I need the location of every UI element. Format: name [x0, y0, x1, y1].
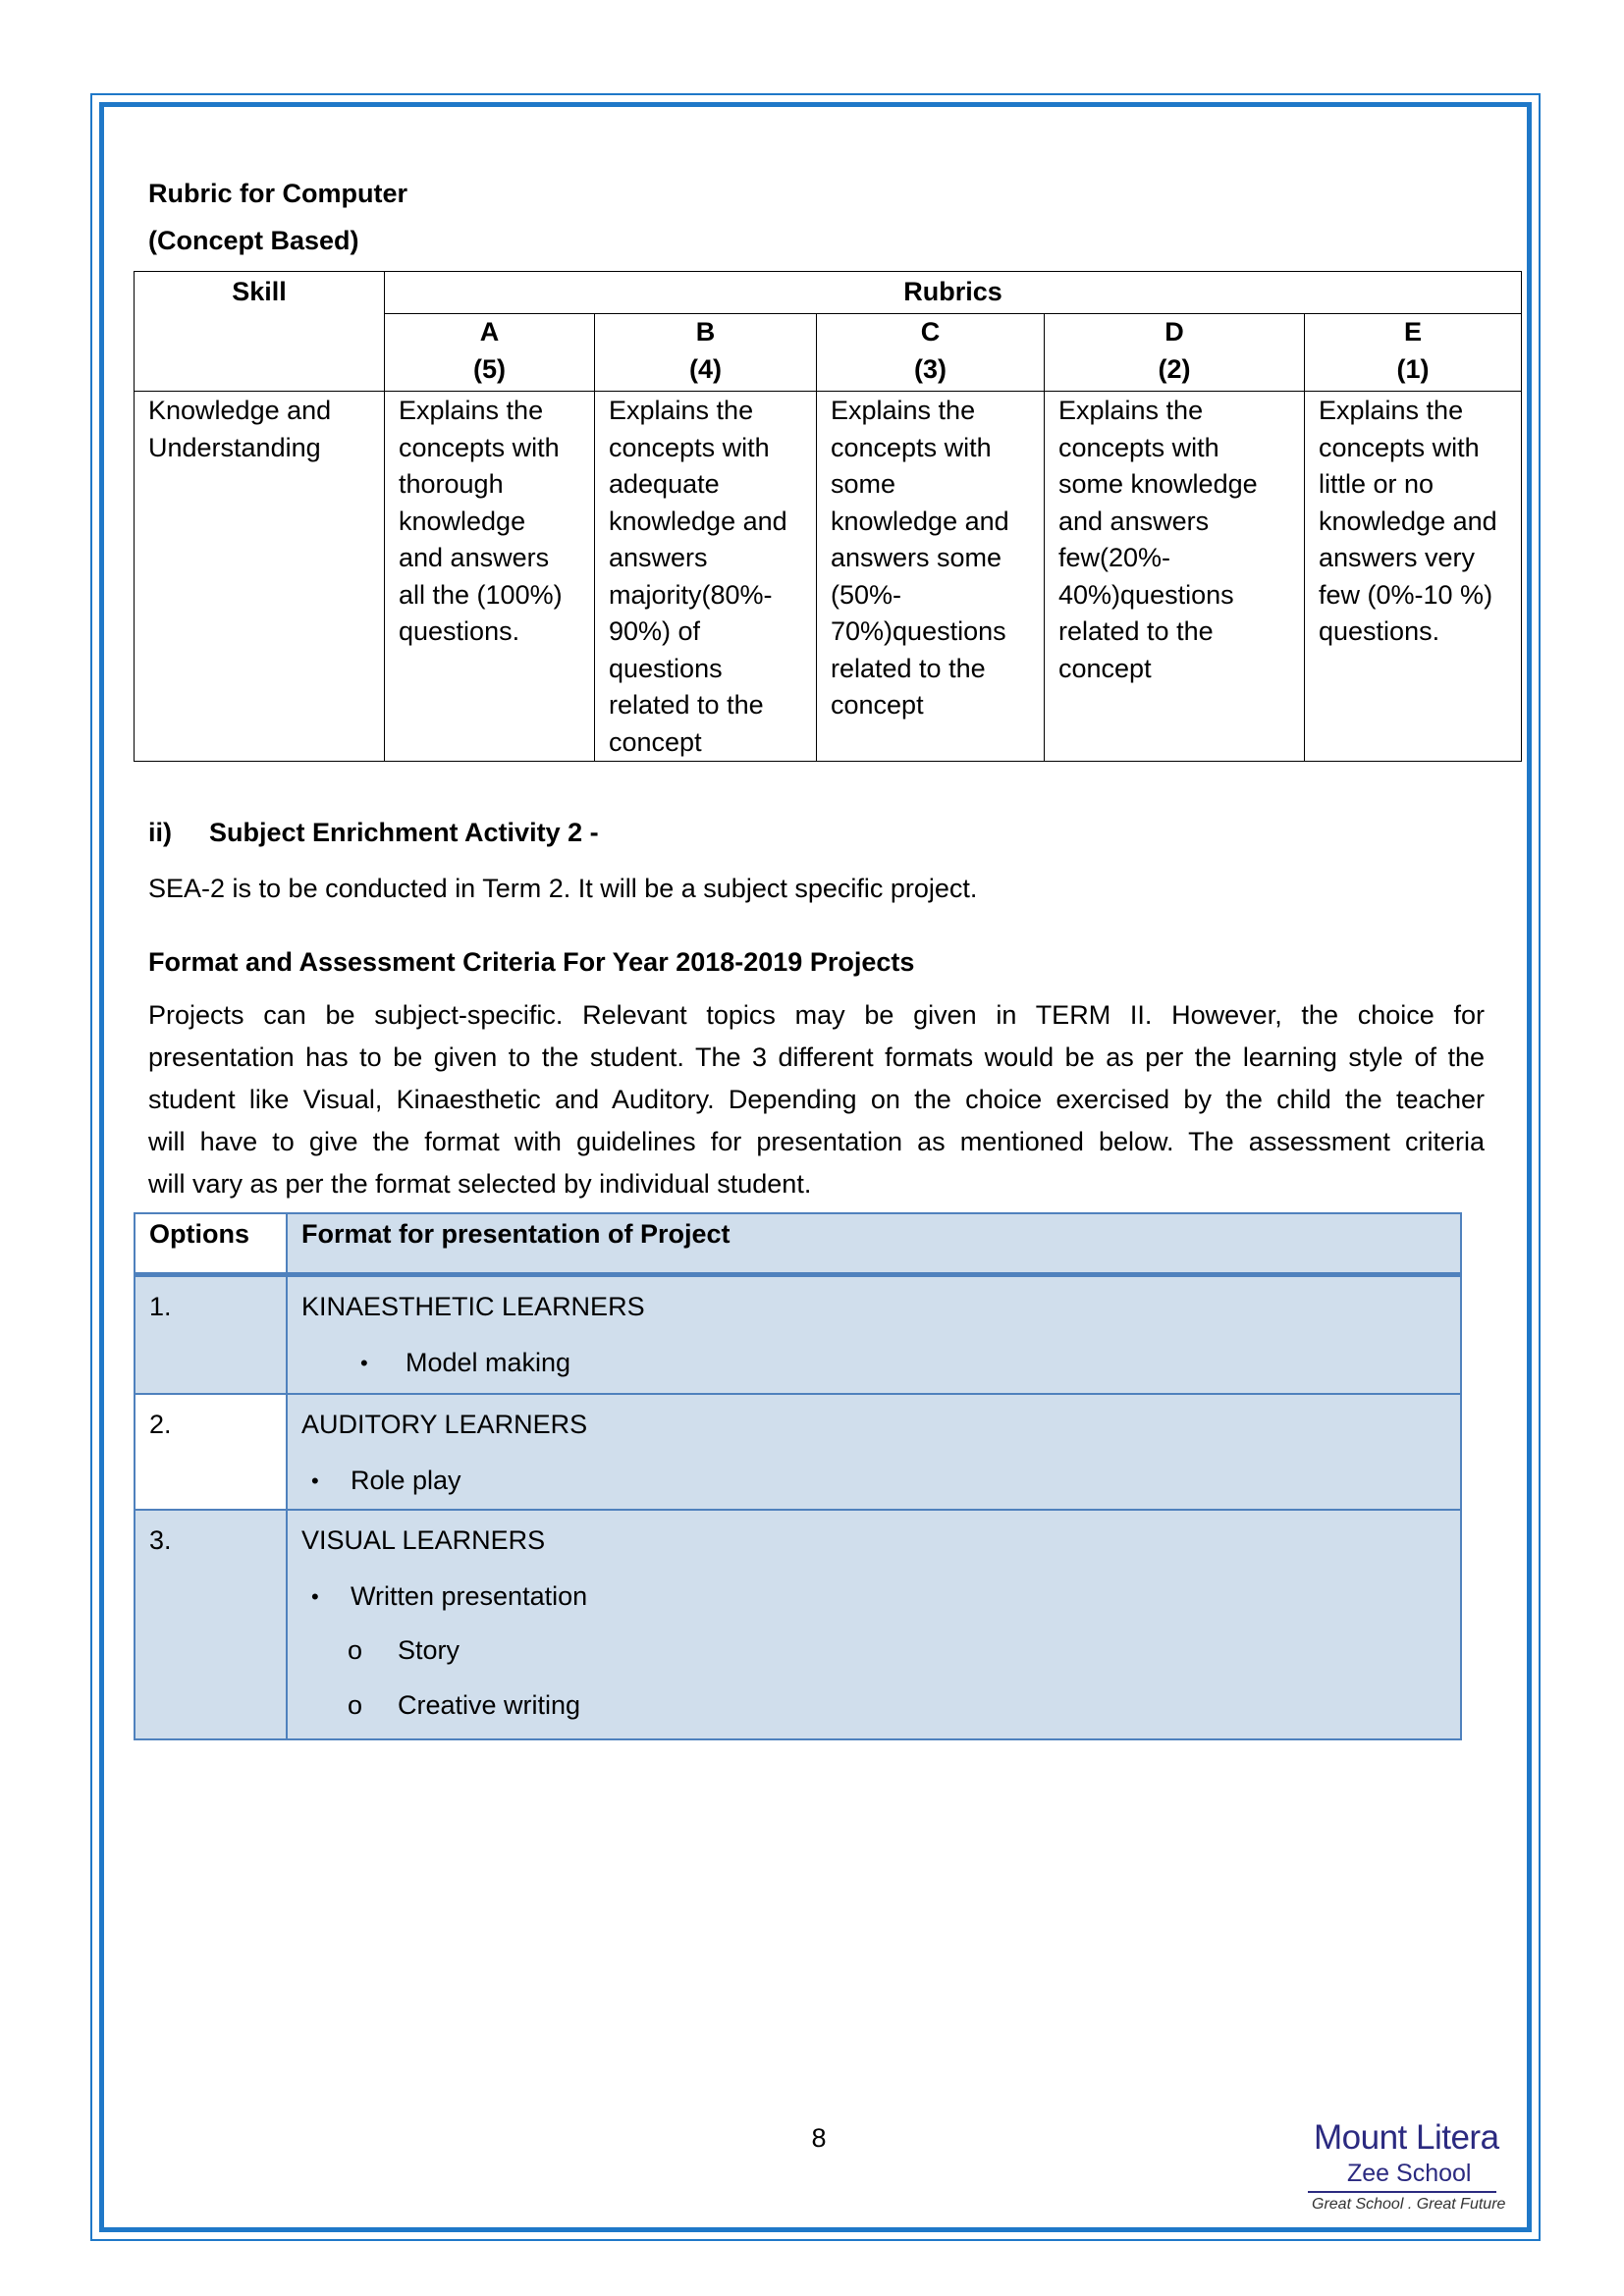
- grade-letter: A: [479, 317, 500, 347]
- option-content-cell: [287, 1274, 1461, 1394]
- grade-score: (1): [1396, 353, 1430, 384]
- descriptor-line: concepts with: [609, 432, 770, 462]
- sub-bullet-icon: o: [348, 1634, 363, 1665]
- sub-bullet-icon: o: [348, 1689, 363, 1720]
- descriptor-b-cell: [595, 392, 817, 762]
- descriptor-d-cell: [1045, 392, 1305, 762]
- format-header: Format for presentation of Project: [301, 1219, 731, 1249]
- descriptor-line: few (0%-10 %): [1319, 579, 1493, 610]
- option-content-cell: [287, 1394, 1461, 1510]
- options-table: [134, 1212, 1462, 1740]
- option-number: 1.: [149, 1291, 172, 1321]
- skill-line: Knowledge and: [148, 396, 332, 425]
- bullet-icon: •: [311, 1468, 319, 1493]
- skill-line: Understanding: [148, 432, 321, 462]
- descriptor-line: answers some: [831, 543, 1002, 572]
- descriptor-line: concepts with: [831, 432, 992, 462]
- rubrics-header: Rubrics: [903, 277, 1002, 306]
- descriptor-line: some knowledge: [1058, 469, 1258, 499]
- descriptor-line: some: [831, 469, 896, 499]
- descriptor-c-cell: [817, 392, 1045, 762]
- logo-subname: Zee School: [1347, 2160, 1472, 2187]
- grade-score: (5): [473, 353, 506, 384]
- descriptor-line: concept: [1058, 653, 1152, 683]
- options-header: Options: [149, 1219, 249, 1249]
- grade-letter: B: [695, 317, 716, 347]
- descriptor-line: concept: [831, 690, 924, 720]
- skill-header: Skill: [232, 277, 287, 306]
- descriptor-line: knowledge and: [1319, 506, 1497, 536]
- descriptor-line: 40%)questions: [1058, 579, 1234, 610]
- sub-bullet-line: [301, 1678, 1446, 1738]
- bullet-text: Written presentation: [351, 1580, 588, 1611]
- grade-score: (2): [1158, 353, 1191, 384]
- logo-tagline: Great School . Great Future: [1312, 2196, 1506, 2213]
- options-header-cell: [135, 1213, 287, 1274]
- descriptor-line: Explains the: [1319, 396, 1464, 425]
- descriptor-line: concepts with: [1058, 432, 1219, 462]
- grade-a-cell: [385, 314, 595, 392]
- format-header-cell: [287, 1213, 1461, 1274]
- descriptor-line: related to the: [609, 690, 764, 720]
- paragraph-line: presentation has to be given to the student. The 3 different formats would be as per the learning style of the: [148, 1042, 1485, 1072]
- paragraph-line: will have to give the format with guidelines for presentation as mentioned below. The assessment criteria: [148, 1127, 1485, 1156]
- option-number: 3.: [149, 1524, 172, 1555]
- bullet-line: [301, 1450, 1446, 1509]
- grade-letter: C: [920, 317, 941, 347]
- grade-b-cell: [595, 314, 817, 392]
- rubrics-header-cell: [385, 272, 1522, 314]
- option-number-cell: [135, 1394, 287, 1510]
- descriptor-line: questions.: [399, 616, 520, 646]
- bullet-text: Model making: [406, 1347, 571, 1377]
- learner-type: AUDITORY LEARNERS: [301, 1409, 588, 1439]
- descriptor-line: concept: [609, 726, 702, 757]
- descriptor-line: knowledge: [399, 506, 526, 536]
- option-content-cell: [287, 1510, 1461, 1739]
- grade-e-cell: [1305, 314, 1522, 392]
- section-ii-number: ii): [148, 818, 172, 847]
- descriptor-line: 70%)questions: [831, 616, 1006, 646]
- grade-letter: D: [1164, 317, 1184, 347]
- paragraph-line: student like Visual, Kinaesthetic and Auditory. Depending on the choice exercised by the child the teacher: [148, 1085, 1485, 1114]
- option-number-cell: [135, 1274, 287, 1394]
- descriptor-line: answers very: [1319, 543, 1476, 572]
- format-title: Format and Assessment Criteria For Year 2018-2019 Projects: [148, 947, 915, 977]
- section-ii-title: Subject Enrichment Activity 2 -: [209, 818, 599, 847]
- page-number: 8: [811, 2123, 827, 2153]
- descriptor-line: related to the: [831, 653, 986, 683]
- learner-type: KINAESTHETIC LEARNERS: [301, 1291, 645, 1321]
- rubric-title: Rubric for Computer: [148, 179, 408, 208]
- descriptor-line: concepts with: [399, 432, 560, 462]
- sub-bullet-text: Story: [398, 1634, 460, 1665]
- skill-header-cell: [135, 272, 385, 392]
- logo-rule: [1308, 2191, 1496, 2193]
- descriptor-line: related to the: [1058, 616, 1214, 646]
- descriptor-line: knowledge and: [609, 506, 787, 536]
- bullet-line: [301, 1566, 1446, 1623]
- descriptor-line: thorough: [399, 469, 504, 499]
- descriptor-line: knowledge and: [831, 506, 1009, 536]
- descriptor-line: Explains the: [399, 396, 544, 425]
- skill-cell: [135, 392, 385, 762]
- descriptor-line: and answers: [399, 543, 550, 572]
- descriptor-line: questions.: [1319, 616, 1440, 646]
- grade-c-cell: [817, 314, 1045, 392]
- rubric-table: [134, 271, 1522, 762]
- descriptor-line: (50%-: [831, 579, 902, 610]
- bullet-text: Role play: [351, 1465, 461, 1495]
- descriptor-e-cell: [1305, 392, 1522, 762]
- grade-d-cell: [1045, 314, 1305, 392]
- bullet-icon: •: [360, 1350, 368, 1375]
- grade-score: (4): [689, 353, 722, 384]
- descriptor-line: majority(80%-: [609, 579, 773, 610]
- descriptor-line: Explains the: [1058, 396, 1204, 425]
- grade-letter: E: [1403, 317, 1422, 347]
- descriptor-line: Explains the: [831, 396, 976, 425]
- option-number-cell: [135, 1510, 287, 1739]
- descriptor-line: little or no: [1319, 469, 1435, 499]
- logo-name: Mount Litera: [1314, 2118, 1499, 2157]
- descriptor-line: and answers: [1058, 506, 1210, 536]
- descriptor-line: concepts with: [1319, 432, 1480, 462]
- descriptor-line: Explains the: [609, 396, 754, 425]
- option-number: 2.: [149, 1409, 172, 1439]
- bullet-icon: •: [311, 1583, 319, 1609]
- descriptor-line: questions: [609, 653, 723, 683]
- bullet-line: [301, 1332, 1446, 1393]
- descriptor-a-cell: [385, 392, 595, 762]
- section-ii-body: SEA-2 is to be conducted in Term 2. It will be a subject specific project.: [148, 874, 978, 903]
- descriptor-line: adequate: [609, 469, 720, 499]
- sub-bullet-line: [301, 1623, 1446, 1678]
- descriptor-line: 90%) of: [609, 616, 701, 646]
- learner-type: VISUAL LEARNERS: [301, 1524, 546, 1555]
- school-logo: [1306, 2118, 1506, 2216]
- rubric-subtitle: (Concept Based): [148, 226, 359, 255]
- paragraph-line: Projects can be subject-specific. Relevant topics may be given in TERM II. However, the choice for: [148, 1000, 1485, 1030]
- grade-score: (3): [914, 353, 947, 384]
- sub-bullet-text: Creative writing: [398, 1689, 581, 1720]
- paragraph-line: will vary as per the format selected by individual student.: [148, 1169, 812, 1199]
- descriptor-line: all the (100%): [399, 579, 563, 610]
- descriptor-line: answers: [609, 543, 708, 572]
- descriptor-line: few(20%-: [1058, 543, 1171, 572]
